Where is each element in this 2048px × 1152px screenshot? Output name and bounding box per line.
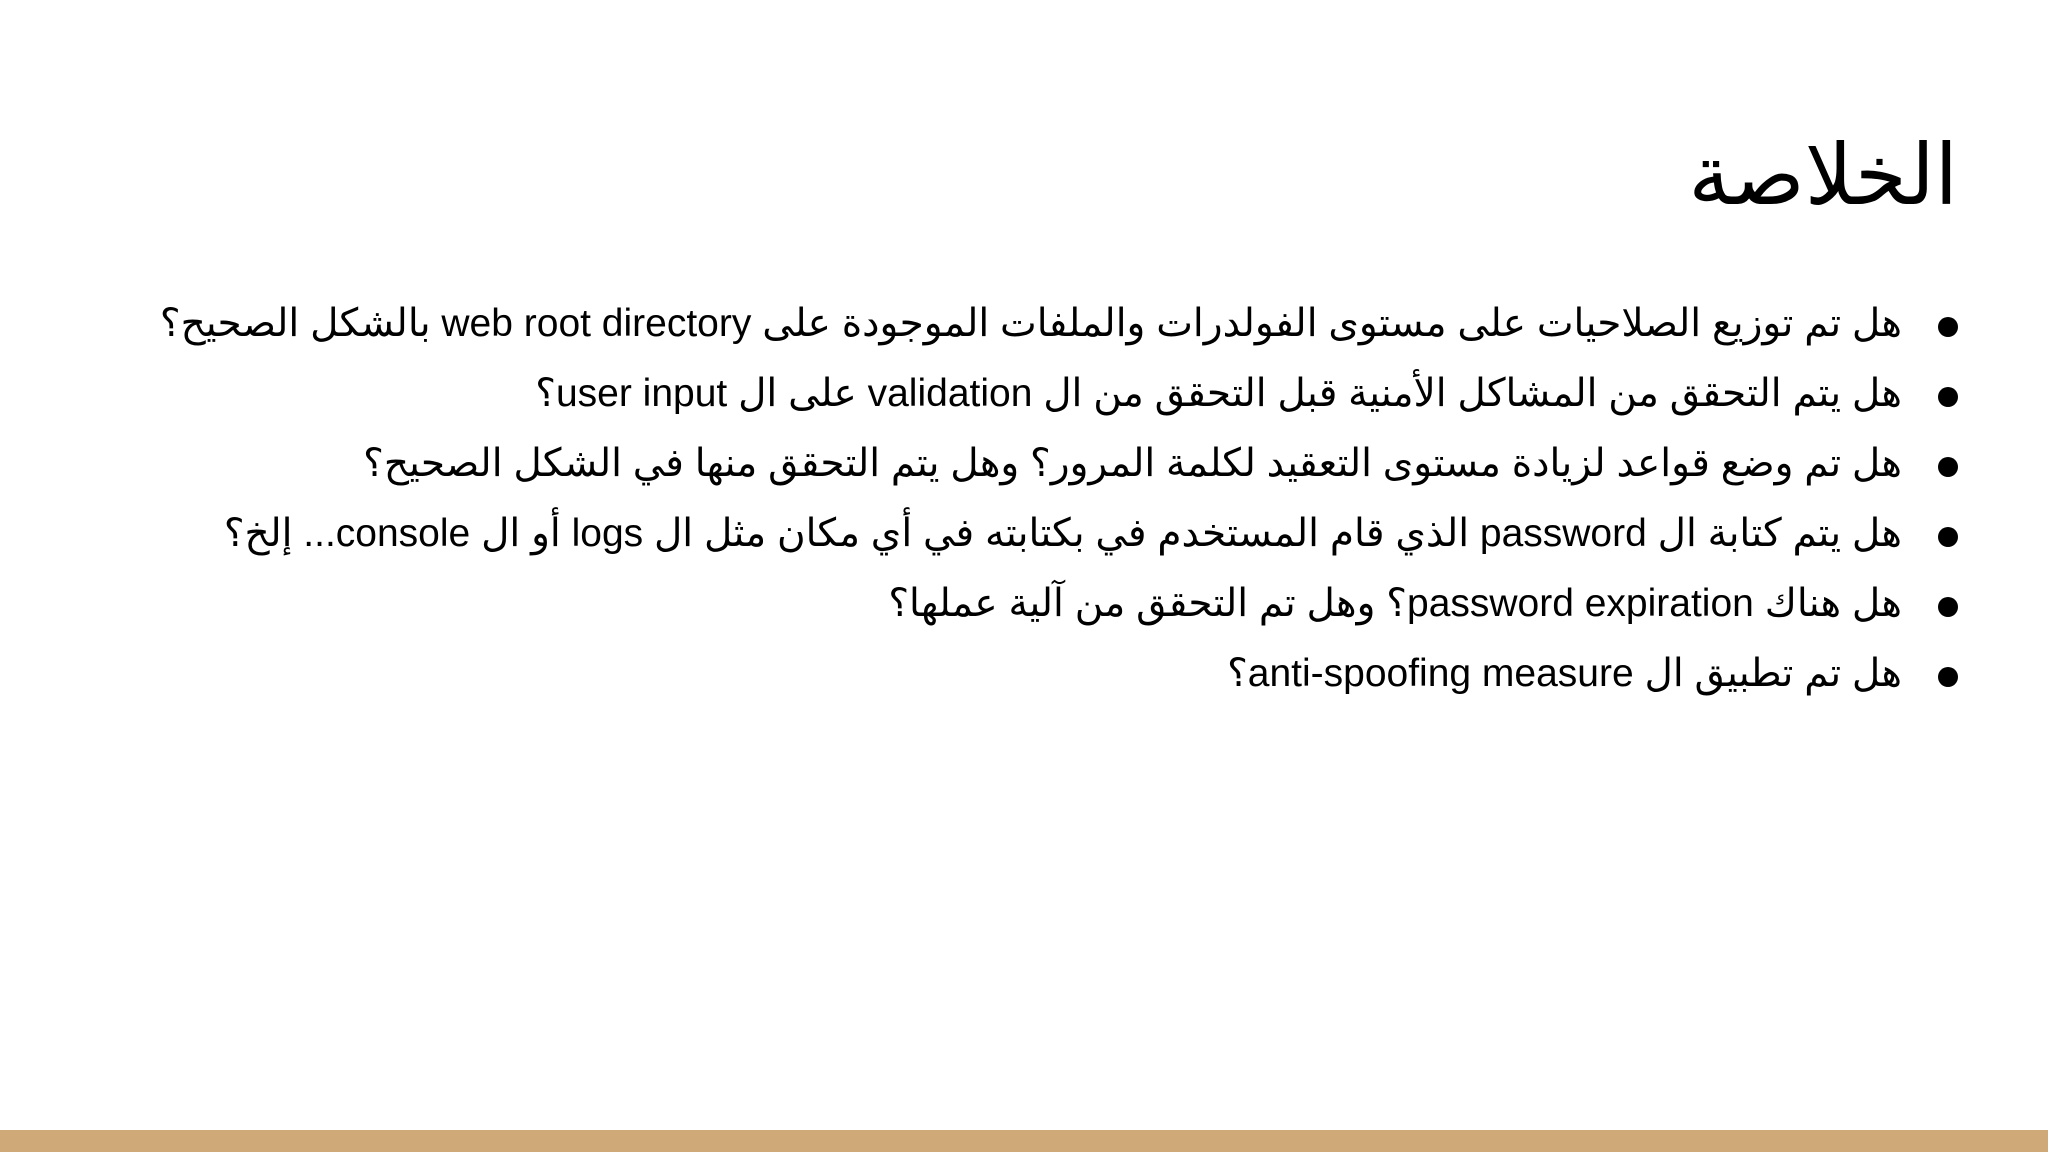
bullet-dot-icon [1938, 387, 1958, 407]
bullet-text: هل تم تطبيق ال anti-spoofing measure؟ [1227, 652, 1902, 695]
bullet-item [18, 499, 1958, 569]
bullet-dot-icon [1938, 597, 1958, 617]
bullet-item [18, 429, 1958, 499]
bullet-text: هل يتم التحقق من المشاكل الأمنية قبل التحقق من ال validation على ال user input؟ [535, 372, 1902, 415]
bullet-text: هل تم توزيع الصلاحيات على مستوى الفولدرات والملفات الموجودة على web root directory بالشكل الصحيح؟ [159, 302, 1902, 345]
bullet-text: هل هناك password expiration؟ وهل تم التحقق من آلية عملها؟ [888, 582, 1902, 625]
bullet-item [18, 289, 1958, 359]
slide-title: الخلاصة [1688, 128, 1958, 222]
bullet-text: هل تم وضع قواعد لزيادة مستوى التعقيد لكلمة المرور؟ وهل يتم التحقق منها في الشكل الصحيح؟ [363, 442, 1902, 485]
bullet-text: هل يتم كتابة ال password الذي قام المستخدم في بكتابته في أي مكان مثل ال logs أو ال console... إلخ؟ [223, 512, 1902, 555]
bullet-dot-icon [1938, 527, 1958, 547]
bullet-dot-icon [1938, 667, 1958, 687]
bullet-item [18, 359, 1958, 429]
bullet-list [18, 289, 1958, 709]
bullet-dot-icon [1938, 317, 1958, 337]
bullet-item [18, 569, 1958, 639]
bottom-accent-bar [0, 1130, 2048, 1152]
bullet-item [18, 639, 1958, 709]
bullet-dot-icon [1938, 457, 1958, 477]
